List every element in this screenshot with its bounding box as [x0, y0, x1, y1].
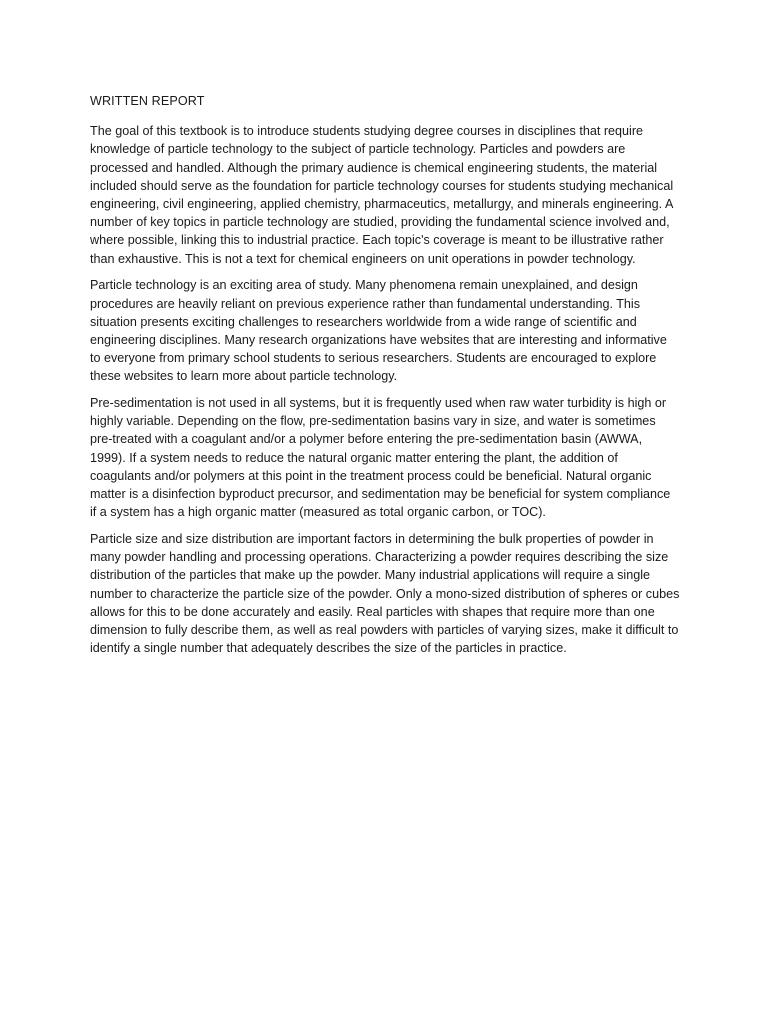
paragraph-particle-size: Particle size and size distribution are important factors in determining the bulk properties of powder in many powder handling and processing operations. Characterizing a powder requires describing the size distribution of the particles that make up the powder. Many industrial applications will require a single number to characterize the particle size of the powder. Only a mono-sized distribution of spheres or cubes allows for this to be done accurately and easily. Real particles with shapes that require more than one dimension to fully describe them, as well as real powders with particles of varying sizes, make it difficult to identify a single number that adequately describes the size of the particles in practice. [90, 531, 680, 656]
paragraph-pre-sedimentation: Pre-sedimentation is not used in all systems, but it is frequently used when raw water turbidity is high or highly variable. Depending on the flow, pre-sedimentation basins vary in size, and water is sometimes pre-treated with a coagulant and/or a polymer before entering the pre-sedimentation basin (AWWA, 1999). If a system needs to reduce the natural organic matter entering the plant, the addition of coagulants and/or polymers at this point in the treatment process could be beneficial. Natural organic matter is a disinfection byproduct precursor, and sedimentation may be beneficial for system compliance if a system has a high organic matter (measured as total organic carbon, or TOC). [90, 396, 671, 520]
document-page [90, 92, 680, 666]
paragraph-particle-technology: Particle technology is an exciting area of study. Many phenomena remain unexplained, and design procedures are heavily reliant on previous experience rather than fundamental understanding. This situation presents exciting challenges to researchers worldwide from a wide range of scientific and engineering disciplines. Many research organizations have websites that are interesting and informative to everyone from primary school students to serious researchers. Students are encouraged to explore these websites to learn more about particle technology. [90, 278, 667, 384]
report-heading: WRITTEN REPORT [90, 94, 205, 108]
paragraph-intro: The goal of this textbook is to introduce students studying degree courses in disciplines that require knowledge of particle technology to the subject of particle technology. Particles and powders are processed and handled. Although the primary audience is chemical engineering students, the material included should serve as the foundation for particle technology courses for students studying mechanical engineering, civil engineering, applied chemistry, pharmaceutics, metallurgy, and minerals engineering. A number of key topics in particle technology are studied, providing the fundamental science involved and, where possible, linking this to industrial practice. Each topic's coverage is meant to be illustrative rather than exhaustive. This is not a text for chemical engineers on unit operations in powder technology. [90, 124, 674, 266]
